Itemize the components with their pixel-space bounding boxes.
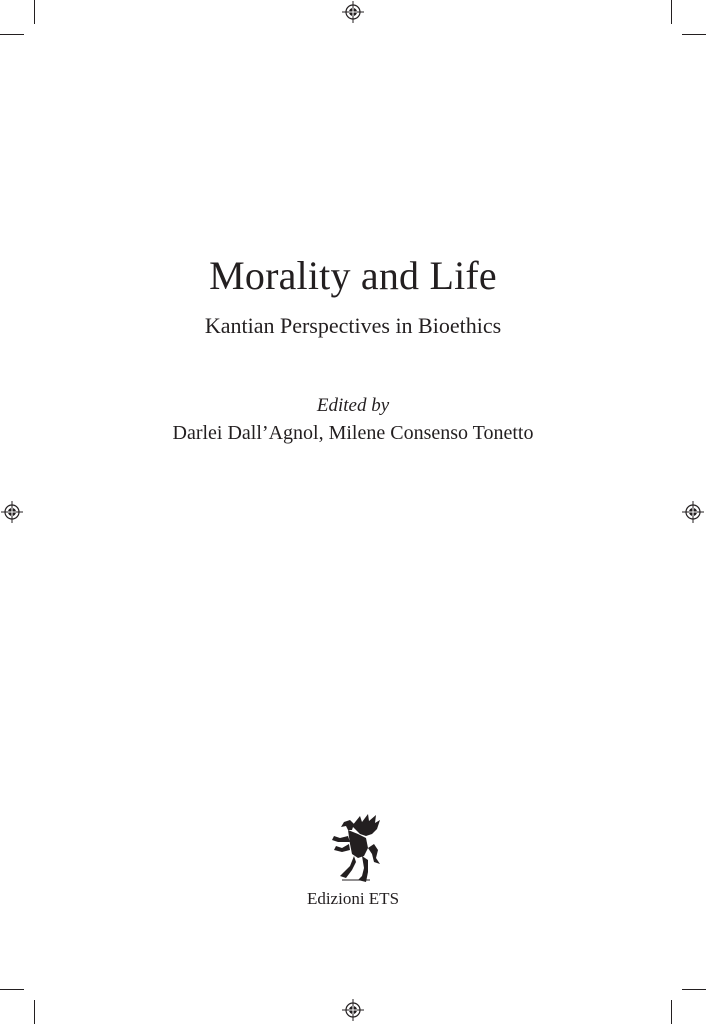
publisher-name: Edizioni ETS xyxy=(306,889,400,908)
book-subtitle: Kantian Perspectives in Bioethics xyxy=(204,313,502,338)
crop-mark-top-left-vertical xyxy=(34,0,35,24)
crop-mark-top-left-horizontal xyxy=(0,34,24,35)
editors-names: Darlei Dall’Agnol, Milene Consenso Tonetto xyxy=(172,422,534,444)
registration-mark-icon xyxy=(1,501,23,523)
registration-mark-icon xyxy=(682,501,704,523)
crop-mark-bottom-left-vertical xyxy=(34,1000,35,1024)
crop-mark-bottom-right-vertical xyxy=(671,1000,672,1024)
edited-by-label: Edited by xyxy=(316,395,390,416)
book-title: Morality and Life xyxy=(209,253,497,298)
registration-mark-icon xyxy=(342,1,364,23)
crop-mark-bottom-left-horizontal xyxy=(0,989,24,990)
registration-mark-icon xyxy=(342,999,364,1021)
crop-mark-bottom-right-horizontal xyxy=(682,989,706,990)
crop-mark-top-right-vertical xyxy=(671,0,672,24)
griffin-logo-icon xyxy=(322,812,384,884)
crop-mark-top-right-horizontal xyxy=(682,34,706,35)
